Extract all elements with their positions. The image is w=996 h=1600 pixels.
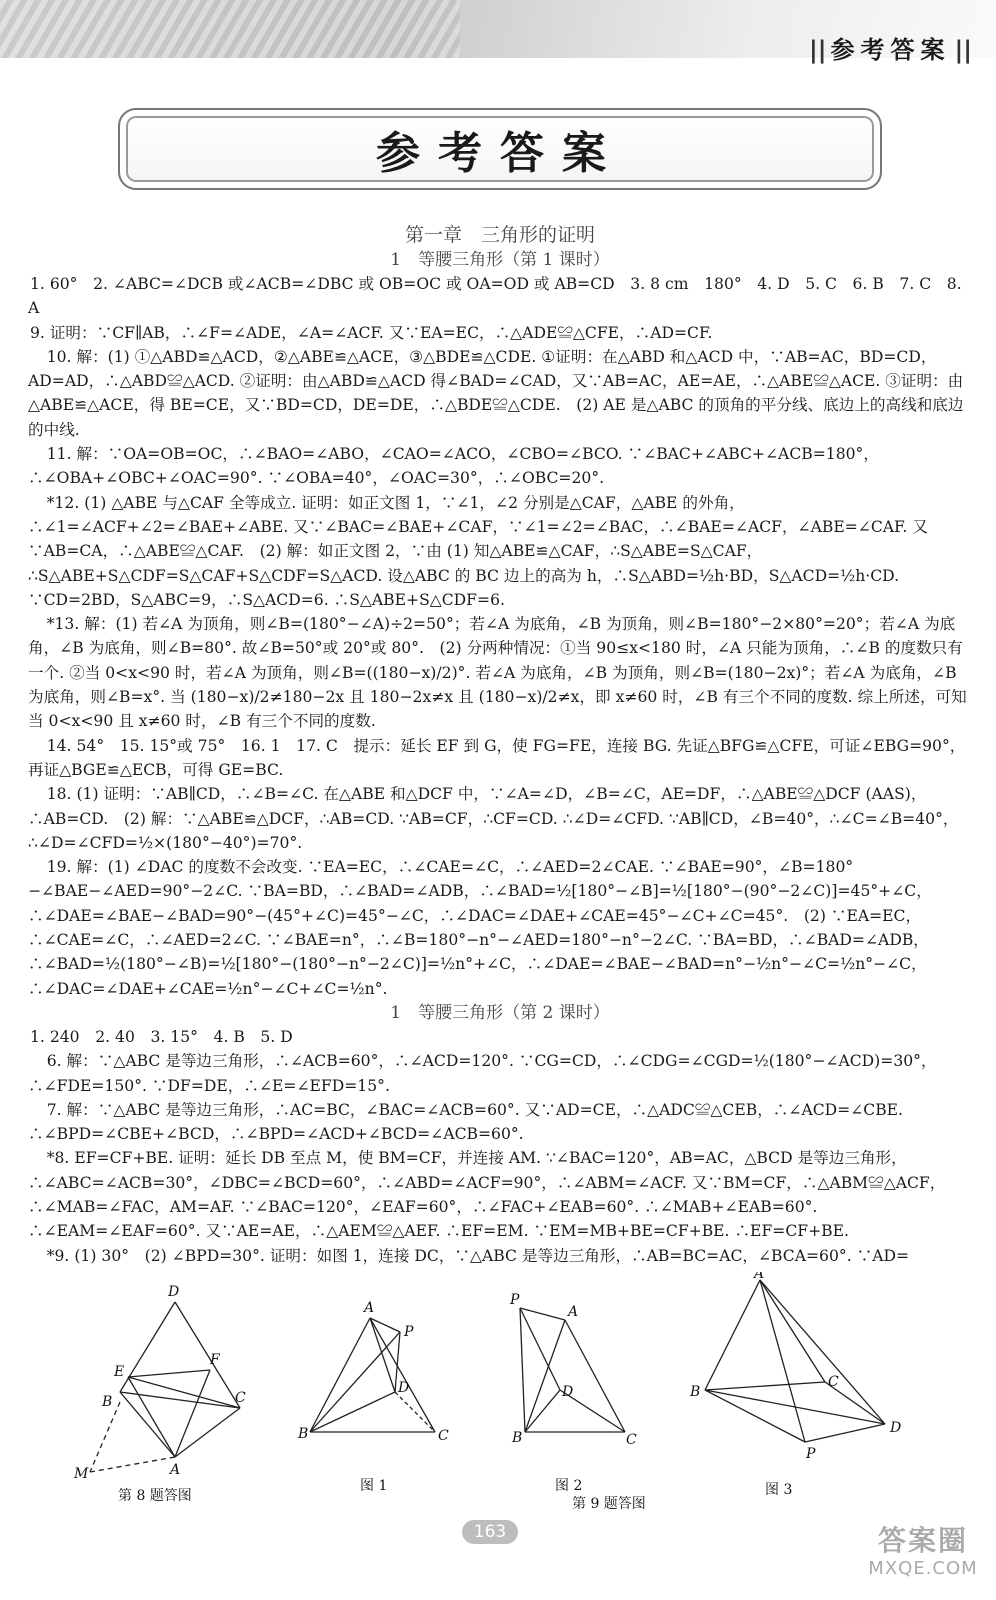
geometry-figures — [0, 1272, 996, 1512]
watermark-top: 答案圈 — [877, 1524, 968, 1557]
answer-paragraph: 1. 240 2. 40 3. 15° 4. B 5. D — [30, 1027, 293, 1046]
label-B: B — [298, 1426, 309, 1442]
label-D: D — [890, 1420, 902, 1436]
label-A: A — [364, 1300, 375, 1316]
label-D: D — [562, 1384, 574, 1400]
fig9-caption: 第 9 题答图 — [572, 1496, 646, 1512]
answer-paragraph: *9. (1) 30° (2) ∠BPD=30°. 证明：如图 1，连接 DC，∵△ABC 是等边三角形，∴AB=BC=AC，∠BCA=60°. ∵AD= — [46, 1246, 910, 1265]
label-A: A — [754, 1272, 765, 1282]
answer-paragraph: 6. 解：∵△ABC 是等边三角形，∴∠ACB=60°，∴∠ACD=120°. ∵CG=CD，∴∠CDG=∠CGD=½(180°−∠ACD)=30°，∴∠FDE=150°. ∵DF=DE，∴∠E=∠EFD=15°. — [28, 1052, 937, 1095]
label-D: D — [168, 1284, 180, 1300]
section-heading-2: 1 等腰三角形（第 2 课时） — [390, 1002, 610, 1023]
watermark-bottom: MXQE.COM — [868, 1558, 978, 1579]
figure-2 — [520, 1308, 625, 1432]
label-F: F — [210, 1352, 220, 1368]
section-heading-1: 1 等腰三角形（第 1 课时） — [390, 250, 610, 270]
chapter-heading: 第一章 三角形的证明 — [404, 224, 595, 246]
figures-row — [0, 1272, 996, 1512]
answer-paragraph: *12. (1) △ABE 与△CAF 全等成立. 证明：如正文图 1，∵∠1，∠2 分别是△CAF，△ABE 的外角，∴∠1=∠ACF+∠2=∠BAE+∠ABE. 又∵∠BAC=∠BAE+∠CAF，∵∠1=∠2=∠BAC，∴∠BAE=∠ACF，∠ABE=∠CAF. 又∵AB=CA，∴△ABE≌△CAF. (2) 解：如正文图 2，∵由 (1) 知△ABE≌△CAF，∴S△ABE=S△CAF，∴S△ABE+S△CDF=S△CAF+S△CDF=S△ACD. 设△ABC 的 BC 边上的高为 h，∴S△ABD=½h·BD，S△ACD=½h·CD. ∵CD=2BD，S△ABC=9，∴S△ACD=6. ∴S△ABE+S△CDF=6. — [28, 493, 928, 609]
answer-paragraph: 11. 解：∵OA=OB=OC，∴∠BAO=∠ABO，∠CAO=∠ACO，∠CBO=∠BCO. ∵∠BAC+∠ABC+∠ACB=180°，∴∠OBA+∠OBC+∠OAC=90°. ∵∠OBA=40°，∠OAC=30°，∴∠OBC=20°. — [28, 445, 879, 488]
header-tag: || 参考答案 || — [805, 30, 976, 65]
page-number: 163 — [462, 1520, 518, 1544]
fig2-caption: 图 2 — [555, 1478, 583, 1494]
fig3-caption: 图 3 — [765, 1482, 793, 1498]
label-A: A — [170, 1462, 181, 1478]
label-P: P — [510, 1292, 520, 1308]
answer-paragraph: *13. 解：(1) 若∠A 为顶角，则∠B=(180°−∠A)÷2=50°；若∠A 为底角，∠B 为顶角，则∠B=180°−2×80°=20°；若∠A 为底角，∠B 为底角，则∠B=80°. 故∠B=50°或 20°或 80°. (2) 分两种情况：①当 90≤x<180 时，∠A 只能为顶角，∴∠B 的度数只有一个. ②当 0<x<90 时，若∠A 为顶角，则∠B=((180−x)/2)°. 若∠A 为底角，∠B 为顶角，则∠B=(180−2x)°；若∠A 为底角，∠B 为底角，则∠B=x°. 当 (180−x)/2≠180−2x 且 180−2x≠x 且 (180−x)/2≠x，即 x≠60 时，∠B 有三个不同的度数. 综上所述，可知当 0<x<90 且 x≠60 时，∠B 有三个不同的度数. — [28, 615, 967, 731]
fig1-caption: 图 1 — [360, 1478, 388, 1494]
label-D: D — [398, 1380, 410, 1396]
watermark — [868, 1524, 978, 1588]
page-title: 参考答案 — [376, 128, 624, 179]
label-C: C — [828, 1374, 839, 1390]
figure-3 — [705, 1280, 885, 1442]
answer-paragraph: 10. 解：(1) ①△ABD≌△ACD，②△ABE≌△ACE，③△BDE≌△CDE. ①证明：在△ABD 和△ACD 中，∵AB=AC，BD=CD，AD=AD，∴△ABD≌△ACD. ②证明：由△ABD≌△ACD 得∠BAD=∠CAD，又∵AB=AC，AE=AE，∴△ABE≌△ACE. ③证明：由△ABE≌△ACE，得 BE=CE，又∵BD=CD，DE=DE，∴△BDE≌△CDE. (2) AE 是△ABC 的顶角的平分线、底边上的高线和底边的中线. — [28, 347, 964, 439]
label-C: C — [438, 1428, 449, 1444]
answer-content — [28, 222, 972, 1268]
label-C: C — [626, 1432, 637, 1448]
answer-paragraph: 9. 证明：∵CF∥AB，∴∠F=∠ADE，∠A=∠ACF. 又∵EA=EC，∴△ADE≌△CFE，∴AD=CF. — [30, 323, 713, 342]
label-B: B — [690, 1384, 701, 1400]
answer-paragraph: 19. 解：(1) ∠DAC 的度数不会改变. ∵EA=EC，∴∠CAE=∠C，∴∠AED=2∠CAE. ∵∠BAE=90°，∠B=180°−∠BAE−∠AED=90°−2∠C. ∵BA=BD，∴∠BAD=∠ADB，∴∠BAD=½[180°−∠B]=½[180°−(90°−2∠C)]=45°+∠C，∴∠DAE=∠BAE−∠BAD=90°−(45°+∠C)=45°−∠C，∴∠DAC=∠DAE+∠CAE=45°−∠C+∠C=45°. (2) ∵EA=EC，∴∠CAE=∠C，∴∠AED=2∠C. ∵∠BAE=n°，∴∠B=180°−n°−∠AED=180°−n°−2∠C. ∵BA=BD，∴∠BAD=∠ADB，∴∠BAD=½(180°−∠B)=½[180°−(180°−n°−2∠C)]=½n°+∠C，∴∠DAE=∠BAE−∠BAD=n°−½n°−∠C=½n°−∠C，∴∠DAC=∠DAE+∠CAE=½n°−∠C+∠C=½n°. — [28, 858, 932, 998]
label-P: P — [404, 1324, 414, 1340]
label-B: B — [512, 1430, 523, 1446]
answer-paragraph: 14. 54° 15. 15°或 75° 16. 1 17. C 提示：延长 EF 到 G，使 FG=FE，连接 BG. 先证△BFG≌△CFE，可证∠EBG=90°，再证△BGE≌△ECB，可得 GE=BC. — [28, 736, 966, 779]
answer-paragraph: 1. 60° 2. ∠ABC=∠DCB 或∠ACB=∠DBC 或 OB=OC 或 OA=OD 或 AB=CD 3. 8 cm 180° 4. D 5. C 6. B 7. C 8. A — [28, 275, 962, 318]
answer-paragraph: 18. (1) 证明：∵AB∥CD，∴∠B=∠C. 在△ABE 和△DCF 中，∵∠A=∠D，∠B=∠C，AE=DF，∴△ABE≌△DCF (AAS)，∴AB=CD. (2) 解：∵△ABE≌△DCF，∴AB=CD. ∵AB=CF，∴CF=CD. ∴∠D=∠CFD. ∵AB∥CD，∠B=40°，∴∠C=∠B=40°，∴∠D=∠CFD=½×(180°−40°)=70°. — [28, 785, 959, 852]
label-C: C — [235, 1390, 246, 1406]
figure-8 — [90, 1302, 240, 1472]
figure-1 — [310, 1318, 435, 1432]
answer-paragraph: 7. 解：∵△ABC 是等边三角形，∴AC=BC，∠BAC=∠ACB=60°. 又∵AD=CE，∴△ADC≌△CEB，∴∠ACD=∠CBE. ∴∠BPD=∠CBE+∠BCD，∴∠BPD=∠ACD+∠BCD=∠ACB=60°. — [28, 1100, 904, 1144]
label-A: A — [568, 1304, 579, 1320]
answer-paragraph: *8. EF=CF+BE. 证明：延长 DB 至点 M，使 BM=CF，并连接 AM. ∵∠BAC=120°，AB=AC，△BCD 是等边三角形，∴∠ABC=∠ACB=30°，∠DBC=∠BCD=60°，∴∠ABD=∠ACF=90°，∴∠ABM=∠ACF. 又∵BM=CF，∴△ABM≌△ACF，∴∠MAB=∠FAC，AM=AF. ∵∠BAC=120°，∠EAF=60°，∴∠FAC+∠EAB=60°. ∴∠MAB+∠EAB=60°. ∴∠EAM=∠EAF=60°. 又∵AE=AE，∴△AEM≌△AEF. ∴EF=EM. ∵EM=MB+BE=CF+BE. ∴EF=CF+BE. — [28, 1149, 946, 1241]
label-M: M — [74, 1466, 89, 1482]
label-P: P — [806, 1446, 816, 1462]
fig8-caption: 第 8 题答图 — [118, 1488, 192, 1504]
label-B: B — [102, 1394, 113, 1410]
label-E: E — [114, 1364, 125, 1380]
title-banner — [118, 108, 882, 190]
